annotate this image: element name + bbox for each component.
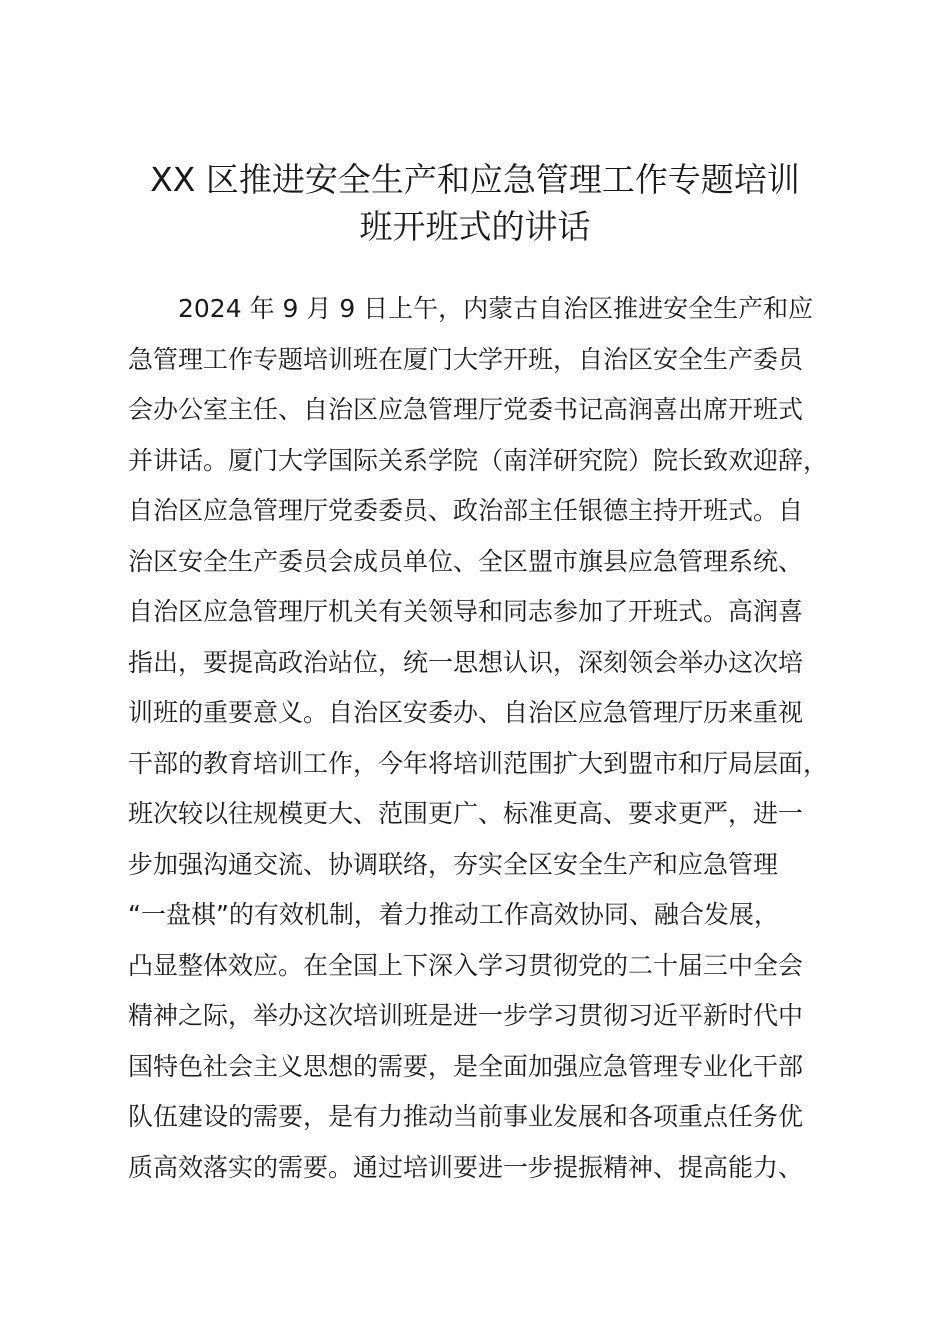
- body-line: 步加强沟通交流、协调联络，夯实全区安全生产和应急管理: [128, 849, 779, 879]
- title-line-2: 班开班式的讲话: [359, 207, 591, 246]
- body-line: 凸显整体效应。在全国上下深入学习贯彻党的二十届三中全会: [128, 950, 804, 980]
- body-line: 队伍建设的需要，是有力推动当前事业发展和各项重点任务优: [128, 1102, 804, 1131]
- document-title: [120, 156, 830, 250]
- body-line: 精神之际，举办这次培训班是进一步学习贯彻习近平新时代中: [128, 1001, 804, 1030]
- body-line: 训班的重要意义。自治区安委办、自治区应急管理厅历来重视: [128, 698, 804, 727]
- body-line: 2024 年 9 月 9 日上午，内蒙古自治区推进安全生产和应: [178, 294, 814, 323]
- title-line-1: XX 区推进安全生产和应急管理工作专题培训: [150, 160, 800, 199]
- body-line: 急管理工作专题培训班在厦门大学开班，自治区安全生产委员: [128, 344, 804, 374]
- body-line: 指出，要提高政治站位，统一思想认识，深刻领会举办这次培: [128, 647, 804, 677]
- body-line: 治区安全生产委员会成员单位、全区盟市旗县应急管理系统、: [128, 546, 804, 576]
- body-line: 国特色社会主义思想的需要，是全面加强应急管理专业化干部: [128, 1051, 804, 1081]
- body-line: 干部的教育培训工作，今年将培训范围扩大到盟市和厅局层面，: [128, 748, 829, 778]
- body-line: 质高效落实的需要。通过培训要进一步提振精神、提高能力、: [128, 1152, 804, 1182]
- body-line: 会办公室主任、自治区应急管理厅党委书记高润喜出席开班式: [128, 395, 804, 424]
- body-line: 自治区应急管理厅党委委员、政治部主任银德主持开班式。自: [128, 496, 804, 525]
- document-body: [128, 284, 833, 1193]
- body-line: 班次较以往规模更大、范围更广、标准更高、要求更严，进一: [128, 799, 804, 828]
- body-line: 自治区应急管理厅机关有关领导和同志参加了开班式。高润喜: [128, 597, 804, 626]
- body-line: “一盘棋”的有效机制，着力推动工作高效协同、融合发展，: [128, 900, 779, 929]
- body-line: 并讲话。厦门大学国际关系学院（南洋研究院）院长致欢迎辞，: [128, 445, 829, 475]
